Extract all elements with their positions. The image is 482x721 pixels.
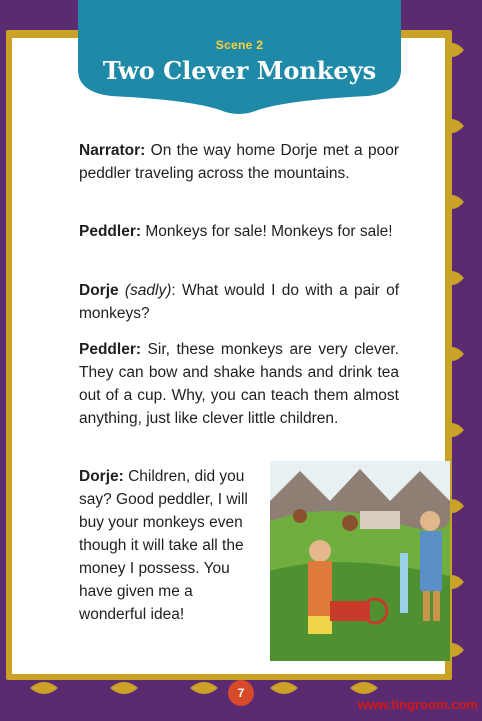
paragraph-peddler-2 bbox=[79, 338, 399, 430]
paragraph-dorje-2 bbox=[79, 465, 257, 626]
watermark-url: www.tingroom.com bbox=[357, 697, 478, 712]
speaker-name: Dorje: bbox=[79, 468, 124, 485]
dialogue-text: Monkeys for sale! Monkeys for sale! bbox=[145, 223, 393, 240]
page-title: Two Clever Monkeys bbox=[102, 56, 377, 85]
dialogue-text: Sir, these monkeys are very clever. They can bow and shake hands and drink tea out of a cup. Why, you can teach them almost anything, just like clever little children. bbox=[79, 341, 399, 427]
dialogue-text: Children, did you say? Good peddler, I will buy your monkeys even though it will take all the money I possess. You have given me a wonderful idea! bbox=[79, 468, 248, 623]
speaker-name: Dorje bbox=[79, 282, 119, 299]
page-number-badge: 7 bbox=[228, 680, 254, 706]
paragraph-narrator bbox=[79, 139, 399, 185]
speaker-name: Peddler: bbox=[79, 341, 142, 358]
scene-label: Scene 2 bbox=[215, 38, 264, 52]
story-illustration bbox=[270, 461, 450, 661]
speaker-name: Narrator: bbox=[79, 142, 146, 159]
paragraph-dorje-1 bbox=[79, 279, 399, 325]
paragraph-peddler-1 bbox=[79, 220, 399, 243]
speaker-name: Peddler: bbox=[79, 223, 142, 240]
stage-direction: (sadly) bbox=[124, 282, 172, 299]
dialogue-text: : What would I do with a pair of monkeys? bbox=[79, 282, 399, 322]
dialogue-text: On the way home Dorje met a poor peddler traveling across the mountains. bbox=[79, 142, 399, 182]
